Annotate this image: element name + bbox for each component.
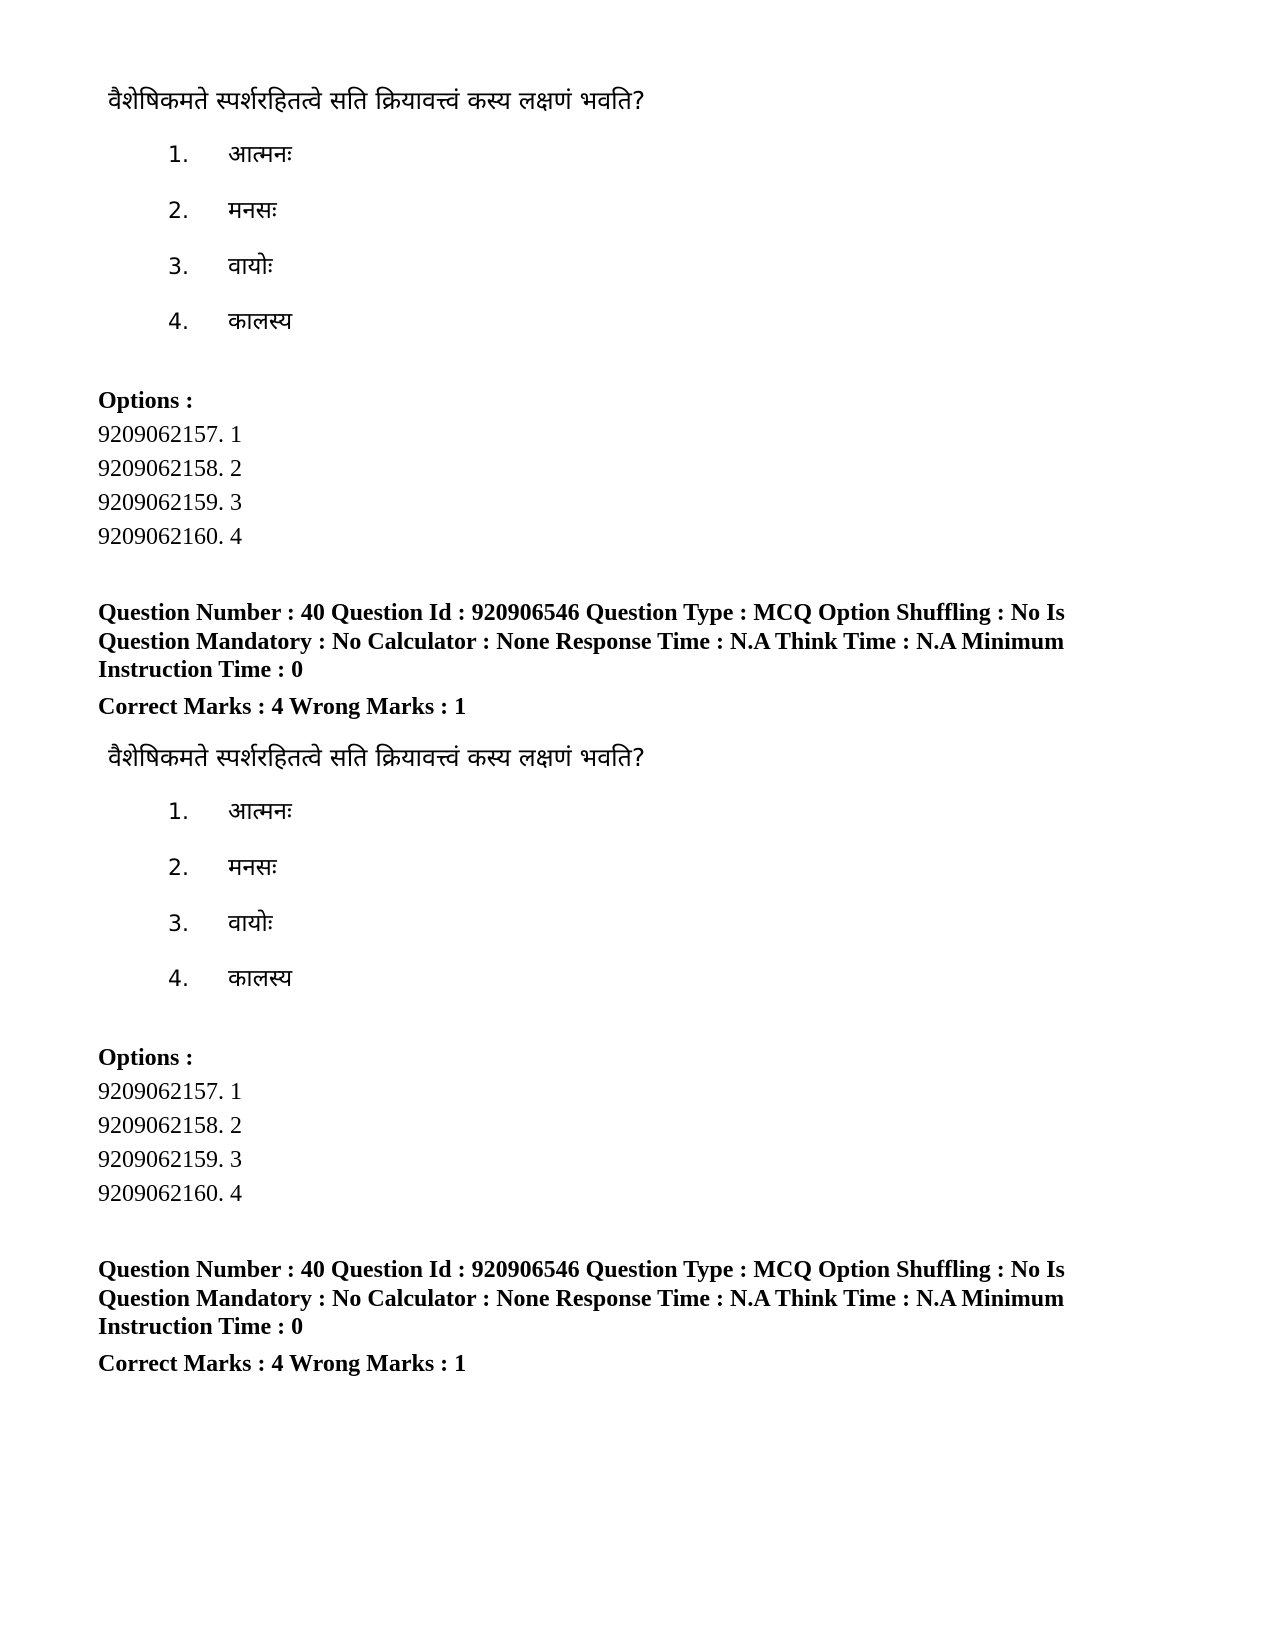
choice-item: [168, 306, 292, 336]
choice-item: [168, 195, 277, 225]
choice-number: 4.: [168, 310, 189, 335]
choice-item: [168, 251, 273, 281]
choice-item: [168, 908, 273, 938]
options-label: Options :: [98, 388, 194, 414]
question-text: वैशेषिकमते स्पर्शरहितत्वे सति क्रियावत्त्वं कस्य लक्षणं भवति?: [108, 86, 646, 115]
choice-text: आत्मनः: [228, 797, 292, 825]
choice-text: कालस्य: [228, 307, 293, 335]
marks-line: Correct Marks : 4 Wrong Marks : 1: [98, 694, 467, 720]
choice-number: 3.: [168, 912, 189, 937]
option-item: 9209062158. 2: [98, 1113, 242, 1139]
choice-text: आत्मनः: [228, 140, 292, 168]
choice-item: [168, 963, 292, 993]
options-list: [98, 1075, 242, 1211]
option-item: 9209062157. 1: [98, 422, 242, 448]
marks-line: Correct Marks : 4 Wrong Marks : 1: [98, 1351, 467, 1377]
choice-text: वायोः: [228, 909, 273, 937]
question-meta: Question Number : 40 Question Id : 920906546 Question Type : MCQ Option Shuffling : No Is Question Mandatory : No Calculator : None Response Time : N.A Think Time : N.A Minimum Instruction Time : 0: [98, 1257, 1065, 1340]
question-meta: Question Number : 40 Question Id : 920906546 Question Type : MCQ Option Shuffling : No Is Question Mandatory : No Calculator : None Response Time : N.A Think Time : N.A Minimum Instruction Time : 0: [98, 600, 1065, 683]
choice-number: 1.: [168, 800, 189, 825]
choice-text: मनसः: [228, 853, 277, 881]
options-label: Options :: [98, 1045, 194, 1071]
option-item: 9209062157. 1: [98, 1079, 242, 1105]
choice-item: [168, 796, 292, 826]
choice-text: वायोः: [228, 252, 273, 280]
option-item: 9209062159. 3: [98, 490, 242, 516]
choice-number: 1.: [168, 143, 189, 168]
question-text: वैशेषिकमते स्पर्शरहितत्वे सति क्रियावत्त्वं कस्य लक्षणं भवति?: [108, 743, 646, 772]
option-item: 9209062159. 3: [98, 1147, 242, 1173]
option-item: 9209062160. 4: [98, 524, 242, 550]
options-list: [98, 418, 242, 554]
choice-number: 2.: [168, 199, 189, 224]
choice-item: [168, 139, 292, 169]
choice-text: मनसः: [228, 196, 277, 224]
choice-text: कालस्य: [228, 964, 293, 992]
choice-number: 2.: [168, 856, 189, 881]
choice-number: 3.: [168, 255, 189, 280]
choice-item: [168, 852, 277, 882]
option-item: 9209062158. 2: [98, 456, 242, 482]
choice-number: 4.: [168, 967, 189, 992]
option-item: 9209062160. 4: [98, 1181, 242, 1207]
